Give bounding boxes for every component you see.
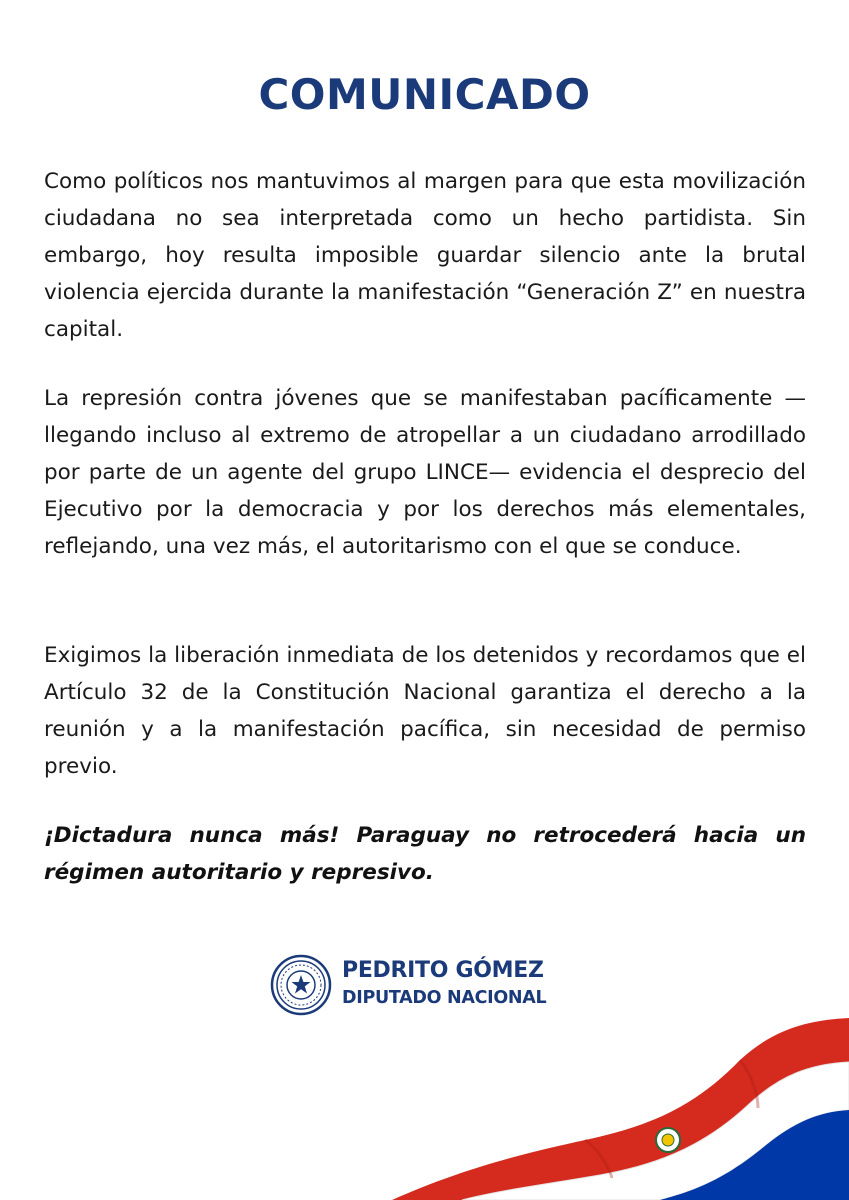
signature-block (270, 954, 580, 1018)
signatory-role: DIPUTADO NACIONAL (342, 988, 547, 1008)
signatory-name: PEDRITO GÓMEZ (342, 958, 544, 983)
paragraph-1: Como políticos nos mantuvimos al margen para que esta movilización ciudadana no sea interpretada como un hecho partidista. Sin embargo, hoy resulta imposible guardar silencio ante la brutal violencia ejercida durante la manifestación “Generación Z” en nuestra capital. (44, 169, 806, 342)
national-seal-icon (270, 954, 332, 1016)
closing-statement: ¡Dictadura nunca más! Paraguay no retrocederá hacia un régimen autoritario y represivo. (44, 823, 806, 885)
page-title: COMUNICADO (258, 70, 591, 119)
paragraph-2: La represión contra jóvenes que se manifestaban pacíficamente —llegando incluso al extremo de atropellar a un ciudadano arrodillado por parte de un agente del grupo LINCE— evidencia el desprecio del Ejecutivo por la democracia y por los derechos más elementales, reflejando, una vez más, el autoritarismo con el que se conduce. (44, 386, 806, 559)
paragraph-3: Exigimos la liberación inmediata de los detenidos y recordamos que el Artículo 32 de la Constitución Nacional garantiza el derecho a la reunión y a la manifestación pacífica, sin necesidad de permiso previo. (44, 643, 806, 779)
